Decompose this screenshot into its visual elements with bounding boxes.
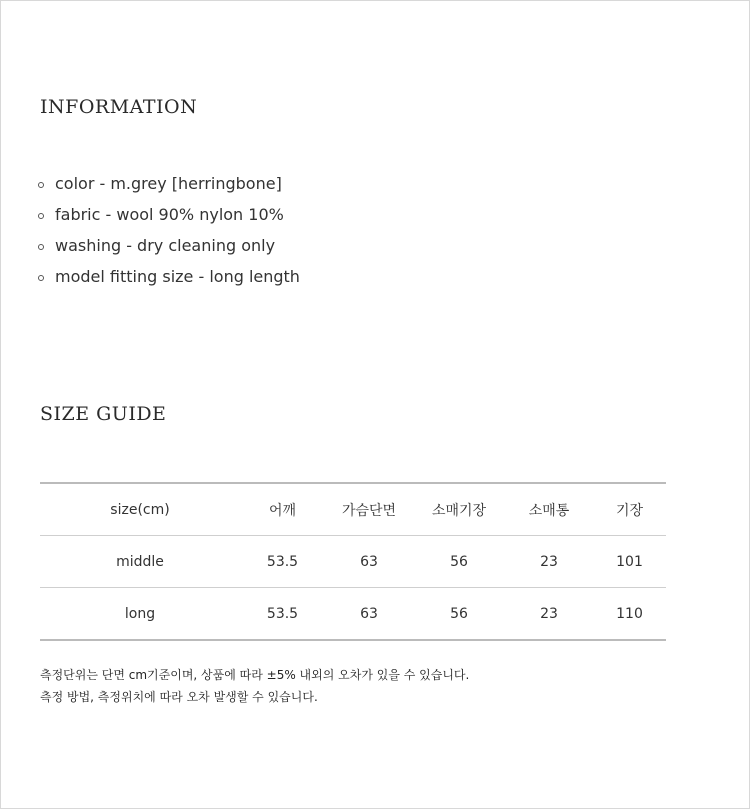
table-cell: 101 xyxy=(593,536,666,588)
info-item-color xyxy=(38,168,300,199)
info-item-label: washing - dry cleaning only xyxy=(55,236,276,255)
information-title: INFORMATION xyxy=(40,96,198,118)
table-cell: 56 xyxy=(413,536,505,588)
note-line: 측정단위는 단면 cm기준이며, 상품에 따라 ±5% 내외의 오차가 있을 수 있습니다. xyxy=(40,668,470,682)
header-cell-chest: 가슴단면 xyxy=(341,502,397,519)
info-item-washing xyxy=(38,230,300,261)
header-cell-size: size(cm) xyxy=(110,501,170,518)
info-item-label: model fitting size - long length xyxy=(55,267,300,286)
info-item-fabric xyxy=(38,199,300,230)
bullet-icon xyxy=(38,182,44,188)
header-cell-shoulder: 어깨 xyxy=(268,502,297,519)
table-cell: 23 xyxy=(505,536,593,588)
table-cell: 110 xyxy=(593,588,666,641)
table-cell: 23 xyxy=(505,588,593,641)
size-notes xyxy=(40,664,469,708)
size-guide-title: SIZE GUIDE xyxy=(40,403,167,425)
information-list xyxy=(38,168,300,292)
info-item-model-fitting xyxy=(38,261,300,292)
table-cell: middle xyxy=(40,536,240,588)
table-row xyxy=(40,588,666,641)
table-row xyxy=(40,536,666,588)
table-cell: 63 xyxy=(325,536,413,588)
bullet-icon xyxy=(38,275,44,281)
table-cell: long xyxy=(40,588,240,641)
table-cell: 63 xyxy=(325,588,413,641)
note-line: 측정 방법, 측정위치에 따라 오차 발생할 수 있습니다. xyxy=(40,690,318,704)
info-item-label: color - m.grey [herringbone] xyxy=(55,174,282,193)
size-table xyxy=(40,482,666,641)
bullet-icon xyxy=(38,244,44,250)
header-cell-sleeve-length: 소매기장 xyxy=(431,502,487,519)
table-cell: 56 xyxy=(413,588,505,641)
table-cell: 53.5 xyxy=(240,536,325,588)
header-cell-sleeve-width: 소매통 xyxy=(528,502,570,519)
table-header-row xyxy=(40,483,666,536)
header-cell-length: 기장 xyxy=(615,502,644,519)
bullet-icon xyxy=(38,213,44,219)
table-cell: 53.5 xyxy=(240,588,325,641)
info-item-label: fabric - wool 90% nylon 10% xyxy=(55,205,284,224)
